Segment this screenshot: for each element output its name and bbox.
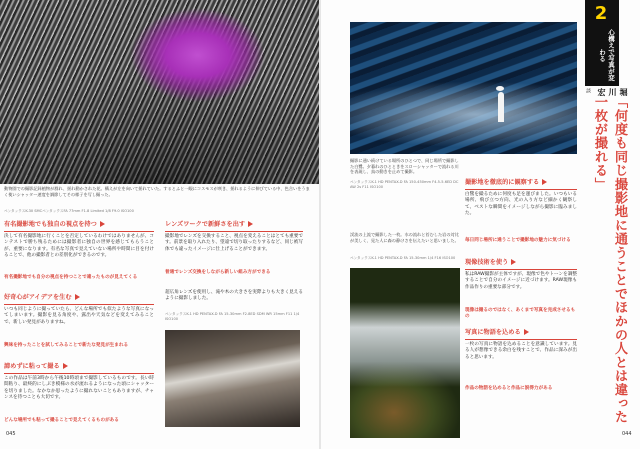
heading-persistence-text: 諦めずに粘って撮る <box>4 363 60 370</box>
heron-figure <box>498 92 504 122</box>
heading-persistence <box>4 362 154 374</box>
series-badge <box>585 0 619 86</box>
page-number-right: 044 <box>622 431 632 437</box>
arrow-icon <box>75 294 80 300</box>
tip-own-viewpoint: 有名撮影地でも自分の視点を持つことで違ったものが見えてくる <box>4 275 138 280</box>
flower-camera-info: ペンタックスK-3II SMCペンタックスFA 77mm F1.8 Limited 1/8 F9.0 ISO100 <box>4 209 134 213</box>
tip-story: 作品の物語を込めると作品に説得力がある <box>465 386 553 391</box>
heron-photo <box>350 22 577 154</box>
heading-develop-text: 現像技術を使う <box>465 259 509 266</box>
heading-observe-text: 撮影地を徹底的に観察する <box>465 179 540 186</box>
section-lens-work-body: 撮影地でレンズを交換すること、視点を変えることはとても重要です。前景を取り入れたり、望遠で切り取ったりするなど、同じ被写体でも違ったイメージに仕上げることができます。 <box>165 234 303 252</box>
heading-develop <box>465 258 577 270</box>
river-camera-info: ペンタックスK-1 HD PENTAX-D FA 15-30mm 1/4 F16 ISO100 <box>350 256 456 260</box>
page-number-left: 045 <box>6 431 16 437</box>
heading-observe <box>465 178 577 190</box>
arrow-icon <box>542 179 547 185</box>
arrow-icon <box>100 221 105 227</box>
tip-curiosity: 興味を持ったことを試してみることで新たな発見が生まれる <box>4 343 129 348</box>
section-curiosity-body: いつも同じように撮っていたら、どんな場所でも似たような写真になってしまいます。撮影を見る角度や、露出や天気などを変えてみることで、新しい発見がありますね。 <box>4 307 154 325</box>
wide-angle-camera-info: ペンタックスK-1 HD PENTAX-D FA 15-30mm F2.8ED SDM WR 15mm F11 1/4 ISO100 <box>165 312 300 321</box>
section-observe-body: 白鷺を撮るために何度も足を運びました。いつもいる場所、飛び立つ方向、光の入り方など細かく観察して、ベストな瞬間をイメージしながら撮影に臨みました。 <box>465 192 577 217</box>
article-title: 「何度も同じ撮影地に通うことでほかの人とは違った一枚が撮れる」 <box>592 95 627 424</box>
flower-photo <box>0 0 319 184</box>
tip-observe: 毎日同じ場所に通うことで撮影地の魅力に気づける <box>465 238 571 243</box>
section-persistence-body: この作品は午前3時から午後10時頃まで撮影しているものです。長い時間粘り、最終的にしぶき模様の水が流れるようになった頃にシャッターを切りました。なかなか思ったように撮れないこともありますが、チャンスを待つことも大切です。 <box>4 376 154 401</box>
section-develop-body: 私はRAW撮影が主体ですが、現像で色やトーンを調整することで自分のイメージに近づけます。RAW現像も作品作りの重要な部分です。 <box>465 272 577 290</box>
heron-caption: 撮影に通い続けている場所のひとつで、同じ場所で撮影した白鷺。夕暮れのひとときをスローシャッターで流れる川を表現し、鳥の動きを止めて撮影。 <box>350 158 459 175</box>
arrow-icon <box>248 221 253 227</box>
tip-develop: 現像は撮るのではなく、あくまで写真を完成させるもの <box>465 308 576 320</box>
author-label: 談 <box>585 88 591 93</box>
arrow-icon <box>511 259 516 265</box>
heading-lens-work-text: レンズワークで新鮮さを出す <box>165 221 246 228</box>
tip-persistence: どんな場所でも粘って撮ることで見えてくるものがある <box>4 418 119 423</box>
magazine-spread: 動物園での撮影記録植物が群れ、揺れ動かされた花。構えが左を向いて揺れていた。するとふと一眼にコスモスが咲き、揺れるように伸びている中、色合いをうまく使いシャッター速度を調節してその様子を写し撮った。 ペンタックスK-3II SMCペンタックスFA 77mm F1.8 Limited 1/8 F9.0 ISO100 有名撮影地でも独自の視点を持つ 決して有名撮影地に行くことを否定しているわけではありませんが、コンテストで勝ち残るためには撮影者に独自の世界を感じてもらうことが、重要になります。有名な写真で見えていない場所や時間に目を付けることで、他の撮影者との差別化ができるのです。 有名撮影地でも自分の視点を持つことで違ったものが見えてくる 好奇心がアイデアを生む いつも同じように撮っていたら、どんな場所でも似たような写真になってしまいます。撮影を見る角度や、露出や天気などを変えてみることで、新しい発見がありますね。 興味を持ったことを試してみることで新たな発見が生まれる 諦めずに粘って撮る この作品は午前3時から午後10時頃まで撮影しているものです。長い時間粘り、最終的にしぶき模様の水が流れるようになった頃にシャッターを切りました。なかなか思ったように撮れないこともありますが、チャンスを待つことも大切です。 どんな場所でも粘って撮ることで見えてくるものがある レンズワークで新鮮さを出す 撮影地でレンズを交換すること、視点を変えることはとても重要です。前景を取り入れたり、望遠で切り取ったりするなど、同じ被写体でも違ったイメージに仕上げることができます。 普通でレンズ交換をしながら新しい組み方ができる 超広角レンズを使用し、滝や木の大きさを実際よりも大きく見えるように撮影しました。 ペンタックスK-1 HD PENTAX-D FA 15-30mm F2.8ED SDM WR 15mm F11 1/4 ISO100 045 撮影に通い続けている場所のひとつで、同じ場所で撮影した白鷺。夕暮れのひとときをスローシャッターで流れる川を表現し、鳥の動きを止めて撮影。 ペンタックスK-1 HD PENTAX-D FA 150-450mm F4.5-5.6ED DC AW 2s F11 ISO100 撮影地を徹底的に観察する 白鷺を撮るために何度も足を運びました。いつもいる場所、飛び立つ方向、光の入り方など細かく観察して、ベストな瞬間をイメージしながら撮影に臨みました。 毎日同じ場所に通うことで撮影地の魅力に気づける 現像技術を使う 私はRAW撮影が主体ですが、現像で色やトーンを調整することで自分のイメージに近づけます。RAW現像も作品作りの重要な部分です。 現像は撮るのではなく、あくまで写真を完成させるもの 写真に物語を込める 一枚の写真に物語を込めることを意識しています。見る人が想像できる余白を残すことで、作品に深みが出ると思います。 作品の物語を込めると作品に説得力がある 渓流の上流で撮影した一枚。水の流れと苔むした岩の対比が美しく、見た人に森の静けさを伝えたいと思いました。 ペンタックスK-1 HD PENTAX-D FA 15-30mm 1/4 F16 ISO100 2 心構えで写真が変わる 談 堀川宏 「何度も同じ撮影地に通うことでほかの人とは違った一枚が撮れる」 044 <box>0 0 640 449</box>
section-wide-angle-body: 超広角レンズを使用し、滝や木の大きさを実際よりも大きく見えるように撮影しました。 <box>165 290 303 302</box>
arrow-icon <box>524 329 529 335</box>
tip-lens-work: 普通でレンズ交換をしながら新しい組み方ができる <box>165 270 271 275</box>
section-own-viewpoint-body: 決して有名撮影地に行くことを否定しているわけではありませんが、コンテストで勝ち残るためには撮影者に独自の世界を感じてもらうことが、重要になります。有名な写真で見えていない場所や時間に目を付けることで、他の撮影者との差別化ができるのです。 <box>4 234 154 259</box>
heading-lens-work <box>165 220 303 232</box>
page-gutter <box>319 0 321 449</box>
river-photo <box>350 268 460 438</box>
heading-curiosity-text: 好奇心がアイデアを生む <box>4 294 72 301</box>
stream-photo <box>165 330 300 427</box>
heading-curiosity <box>4 293 154 305</box>
series-label: 心構えで写真が変わる <box>598 29 615 81</box>
heading-story <box>465 328 577 340</box>
heading-own-viewpoint-text: 有名撮影地でも独自の視点を持つ <box>4 221 97 228</box>
arrow-icon <box>63 363 68 369</box>
heading-story-text: 写真に物語を込める <box>465 329 521 336</box>
river-caption: 渓流の上流で撮影した一枚。水の流れと苔むした岩の対比が美しく、見た人に森の静けさを伝えたいと思いました。 <box>350 232 459 243</box>
heron-camera-info: ペンタックスK-1 HD PENTAX-D FA 150-450mm F4.5-5.6ED DC AW 2s F11 ISO100 <box>350 180 459 189</box>
flower-caption: 動物園での撮影記録植物が群れ、揺れ動かされた花。構えが左を向いて揺れていた。するとふと一眼にコスモスが咲き、揺れるように伸びている中、色合いをうまく使いシャッター速度を調節してその様子を写し撮った。 <box>4 186 310 197</box>
heading-own-viewpoint <box>4 220 154 232</box>
section-story-body: 一枚の写真に物語を込めることを意識しています。見る人が想像できる余白を残すことで、作品に深みが出ると思います。 <box>465 342 577 360</box>
series-number: 2 <box>594 3 608 24</box>
